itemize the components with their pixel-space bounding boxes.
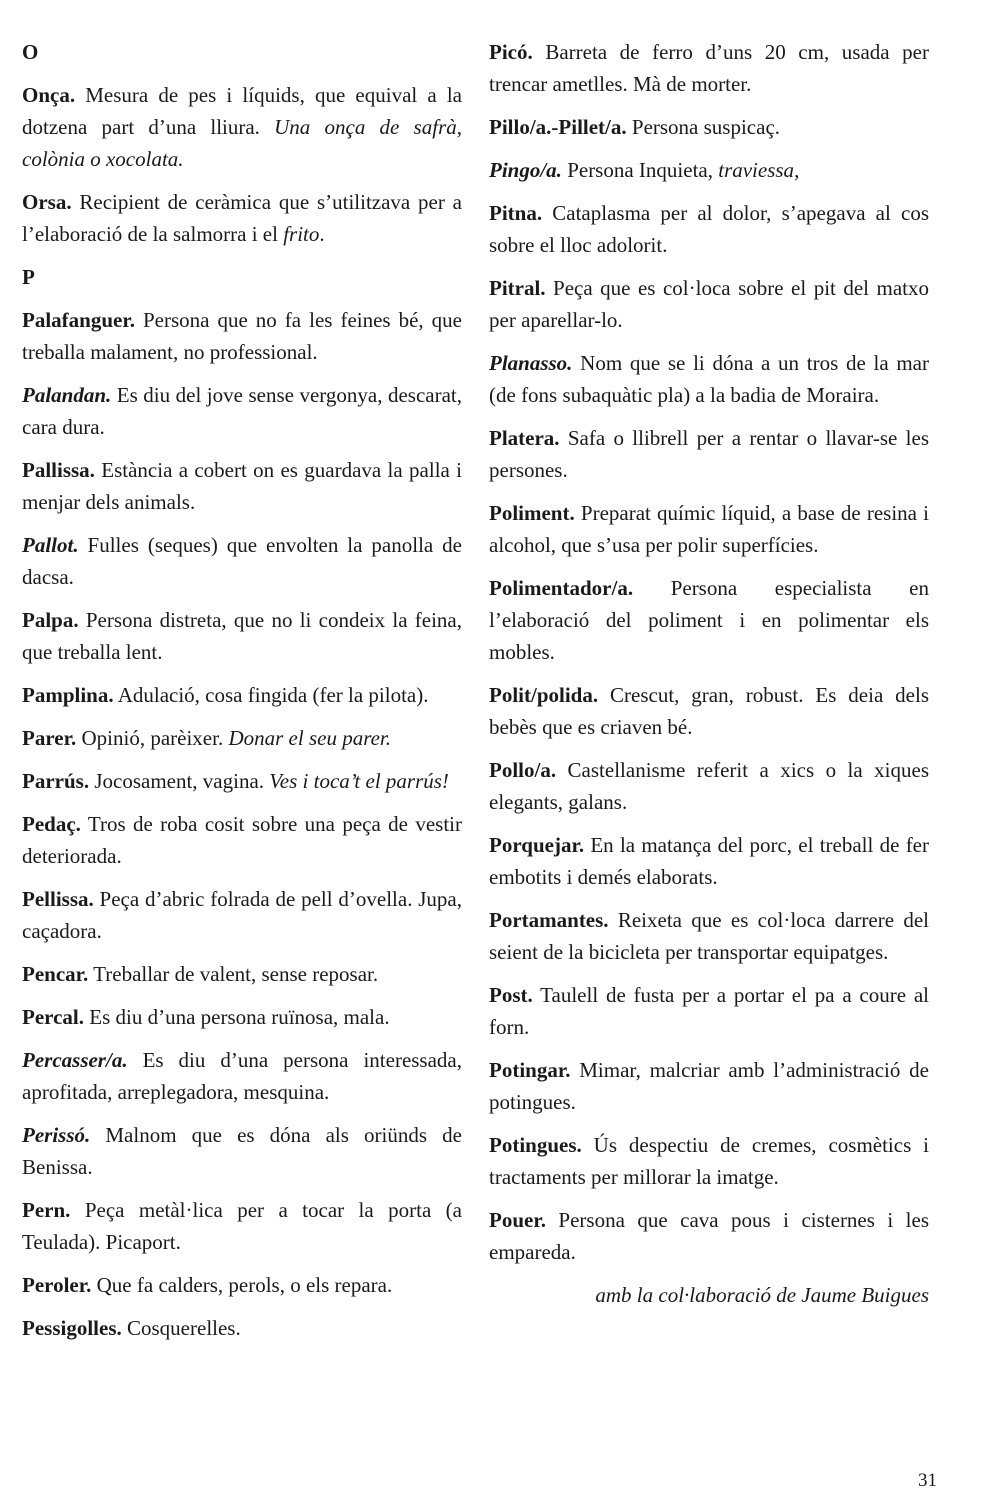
entry-definition: Nom que se li dóna a un tros de la mar (de fons subaquàtic pla) a la badia de Moraira. — [489, 351, 929, 407]
right-column-entries — [489, 36, 929, 1268]
entry-punctuation: , — [794, 158, 800, 182]
entry-example: Ves i toca’t el parrús! — [269, 769, 449, 793]
entry-definition: Mimar, malcriar amb l’administració de potingues. — [489, 1058, 929, 1114]
entry-headword: Polit/polida. — [489, 683, 599, 707]
entry-headword: Pamplina. — [22, 683, 114, 707]
entry-headword: Palpa. — [22, 608, 79, 632]
entry-headword: Porquejar. — [489, 833, 585, 857]
glossary-entry — [22, 454, 462, 518]
entry-example: Una onça de safrà, colònia o xocolata. — [22, 115, 462, 171]
entry-headword: Percal. — [22, 1005, 84, 1029]
entry-headword: Parrús. — [22, 769, 90, 793]
glossary-entry — [22, 1044, 462, 1108]
glossary-entry — [489, 497, 929, 561]
entry-headword: Pallot. — [22, 533, 79, 557]
section-letter: P — [22, 265, 35, 289]
glossary-entry — [489, 1204, 929, 1268]
glossary-entry — [22, 958, 462, 990]
credit-line: amb la col·laboració de Jaume Buigues — [595, 1283, 929, 1307]
entry-punctuation: . — [319, 222, 325, 246]
entry-definition: Ús despectiu de cremes, cosmètics i tractaments per millorar la imatge. — [489, 1133, 929, 1189]
entry-headword: Peroler. — [22, 1273, 92, 1297]
entry-definition: Opinió, parèixer. — [76, 726, 229, 750]
entry-definition: Preparat químic líquid, a base de resina i alcohol, que s’usa per polir superfícies. — [489, 501, 929, 557]
entry-headword: Pern. — [22, 1198, 71, 1222]
entry-headword: Picó. — [489, 40, 533, 64]
entry-definition: Peça que es col·loca sobre el pit del matxo per aparellar-lo. — [489, 276, 929, 332]
entry-definition: Persona que cava pous i cisternes i les empareda. — [489, 1208, 929, 1264]
entry-definition: Persona suspicaç. — [626, 115, 781, 139]
glossary-entry — [22, 765, 462, 797]
entry-headword: Pillo/a.-Pillet/a. — [489, 115, 627, 139]
entry-example: traviessa — [718, 158, 795, 182]
entry-definition: Es diu d’una persona interessada, aprofitada, arreplegadora, mesquina. — [22, 1048, 462, 1104]
entry-definition: Persona distreta, que no li condeix la feina, que treballa lent. — [22, 608, 462, 664]
entry-definition: Cataplasma per al dolor, s’apegava al cos sobre el lloc adolorit. — [489, 201, 929, 257]
entry-definition: En la matança del porc, el treball de fer embotits i demés elaborats. — [489, 833, 929, 889]
entry-definition: Que fa calders, perols, o els repara. — [91, 1273, 393, 1297]
glossary-entry — [22, 1269, 462, 1301]
glossary-entry — [489, 272, 929, 336]
glossary-entry — [489, 829, 929, 893]
entry-definition: Castellanisme referit a xics o la xiques elegants, galans. — [489, 758, 929, 814]
entry-headword: Potingues. — [489, 1133, 582, 1157]
glossary-entry — [22, 79, 462, 175]
entry-definition: Adulació, cosa fingida (fer la pilota). — [113, 683, 429, 707]
glossary-entry — [489, 347, 929, 411]
entry-headword: Pingo/a. — [489, 158, 562, 182]
entry-headword: Pallissa. — [22, 458, 95, 482]
entry-headword: Pollo/a. — [489, 758, 557, 782]
glossary-entry — [22, 883, 462, 947]
entry-headword: Orsa. — [22, 190, 72, 214]
entry-definition: Es diu d’una persona ruïnosa, mala. — [84, 1005, 390, 1029]
glossary-entry — [22, 1194, 462, 1258]
glossary-entry — [22, 186, 462, 250]
glossary-entry — [489, 154, 929, 186]
entry-definition: Barreta de ferro d’uns 20 cm, usada per trencar ametlles. Mà de morter. — [489, 40, 929, 96]
glossary-entry — [489, 422, 929, 486]
page-number: 31 — [918, 1470, 937, 1491]
glossary-entry — [489, 111, 929, 143]
entry-definition: Treballar de valent, sense reposar. — [88, 962, 379, 986]
entry-headword: Perissó. — [22, 1123, 91, 1147]
entry-headword: Percasser/a. — [22, 1048, 128, 1072]
glossary-entry — [22, 604, 462, 668]
entry-example: Donar el seu parer. — [228, 726, 391, 750]
entry-headword: Poliment. — [489, 501, 575, 525]
section-letter: O — [22, 40, 39, 64]
glossary-entry — [489, 197, 929, 261]
glossary-entry — [489, 572, 929, 668]
entry-headword: Pouer. — [489, 1208, 546, 1232]
glossary-entry — [22, 1119, 462, 1183]
left-column — [22, 36, 462, 1355]
entry-headword: Onça. — [22, 83, 76, 107]
entry-definition: Crescut, gran, robust. Es deia dels bebès que es criaven bé. — [489, 683, 929, 739]
glossary-entry — [22, 379, 462, 443]
glossary-entry — [489, 904, 929, 968]
entry-definition: Persona especialista en l’elaboració del poliment i en polimentar els mobles. — [489, 576, 929, 664]
entry-headword: Post. — [489, 983, 533, 1007]
glossary-entry — [489, 1129, 929, 1193]
glossary-entry — [22, 1001, 462, 1033]
entry-headword: Pencar. — [22, 962, 89, 986]
entry-definition: Es diu del jove sense vergonya, descarat, cara dura. — [22, 383, 462, 439]
glossary-entry — [489, 979, 929, 1043]
entry-definition: Malnom que es dóna als oriünds de Benissa. — [22, 1123, 462, 1179]
entry-definition: Cosquerelles. — [121, 1316, 241, 1340]
glossary-entry — [489, 679, 929, 743]
entry-headword: Palafanguer. — [22, 308, 135, 332]
entry-definition: Peça d’abric folrada de pell d’ovella. Jupa, caçadora. — [22, 887, 462, 943]
entry-definition: Peça metàl·lica per a tocar la porta (a Teulada). Picaport. — [22, 1198, 462, 1254]
entry-headword: Platera. — [489, 426, 560, 450]
glossary-entry — [489, 36, 929, 100]
glossary-entry — [22, 529, 462, 593]
glossary-entry — [489, 1054, 929, 1118]
entry-headword: Pessigolles. — [22, 1316, 122, 1340]
entry-headword: Pedaç. — [22, 812, 81, 836]
entry-headword: Planasso. — [489, 351, 573, 375]
entry-definition: Reixeta que es col·loca darrere del seient de la bicicleta per transportar equipatges. — [489, 908, 929, 964]
entry-definition: Recipient de ceràmica que s’utilitzava per a l’elaboració de la salmorra i el — [22, 190, 462, 246]
entry-example: frito — [283, 222, 320, 246]
right-column — [489, 36, 929, 1311]
entry-definition: Safa o llibrell per a rentar o llavar-se les persones. — [489, 426, 929, 482]
entry-headword: Polimentador/a. — [489, 576, 634, 600]
entry-definition: Taulell de fusta per a portar el pa a coure al forn. — [489, 983, 929, 1039]
glossary-entry — [489, 754, 929, 818]
entry-headword: Parer. — [22, 726, 77, 750]
entry-definition: Persona Inquieta, — [561, 158, 719, 182]
glossary-entry — [22, 304, 462, 368]
entry-headword: Portamantes. — [489, 908, 609, 932]
glossary-entry — [22, 808, 462, 872]
glossary-entry — [22, 679, 462, 711]
entry-definition: Persona que no fa les feines bé, que treballa malament, no professional. — [22, 308, 462, 364]
entry-definition: Fulles (seques) que envolten la panolla de dacsa. — [22, 533, 462, 589]
entry-headword: Palandan. — [22, 383, 112, 407]
entry-definition: Estància a cobert on es guardava la palla i menjar dels animals. — [22, 458, 462, 514]
entry-definition: Mesura de pes i líquids, que equival a la dotzena part d’una lliura. — [22, 83, 462, 139]
glossary-entry — [22, 1312, 462, 1344]
entry-headword: Pitral. — [489, 276, 546, 300]
entry-headword: Potingar. — [489, 1058, 571, 1082]
entry-headword: Pitna. — [489, 201, 543, 225]
entry-definition: Jocosament, vagina. — [89, 769, 270, 793]
glossary-entry — [22, 722, 462, 754]
entry-headword: Pellissa. — [22, 887, 94, 911]
entry-definition: Tros de roba cosit sobre una peça de vestir deteriorada. — [22, 812, 462, 868]
